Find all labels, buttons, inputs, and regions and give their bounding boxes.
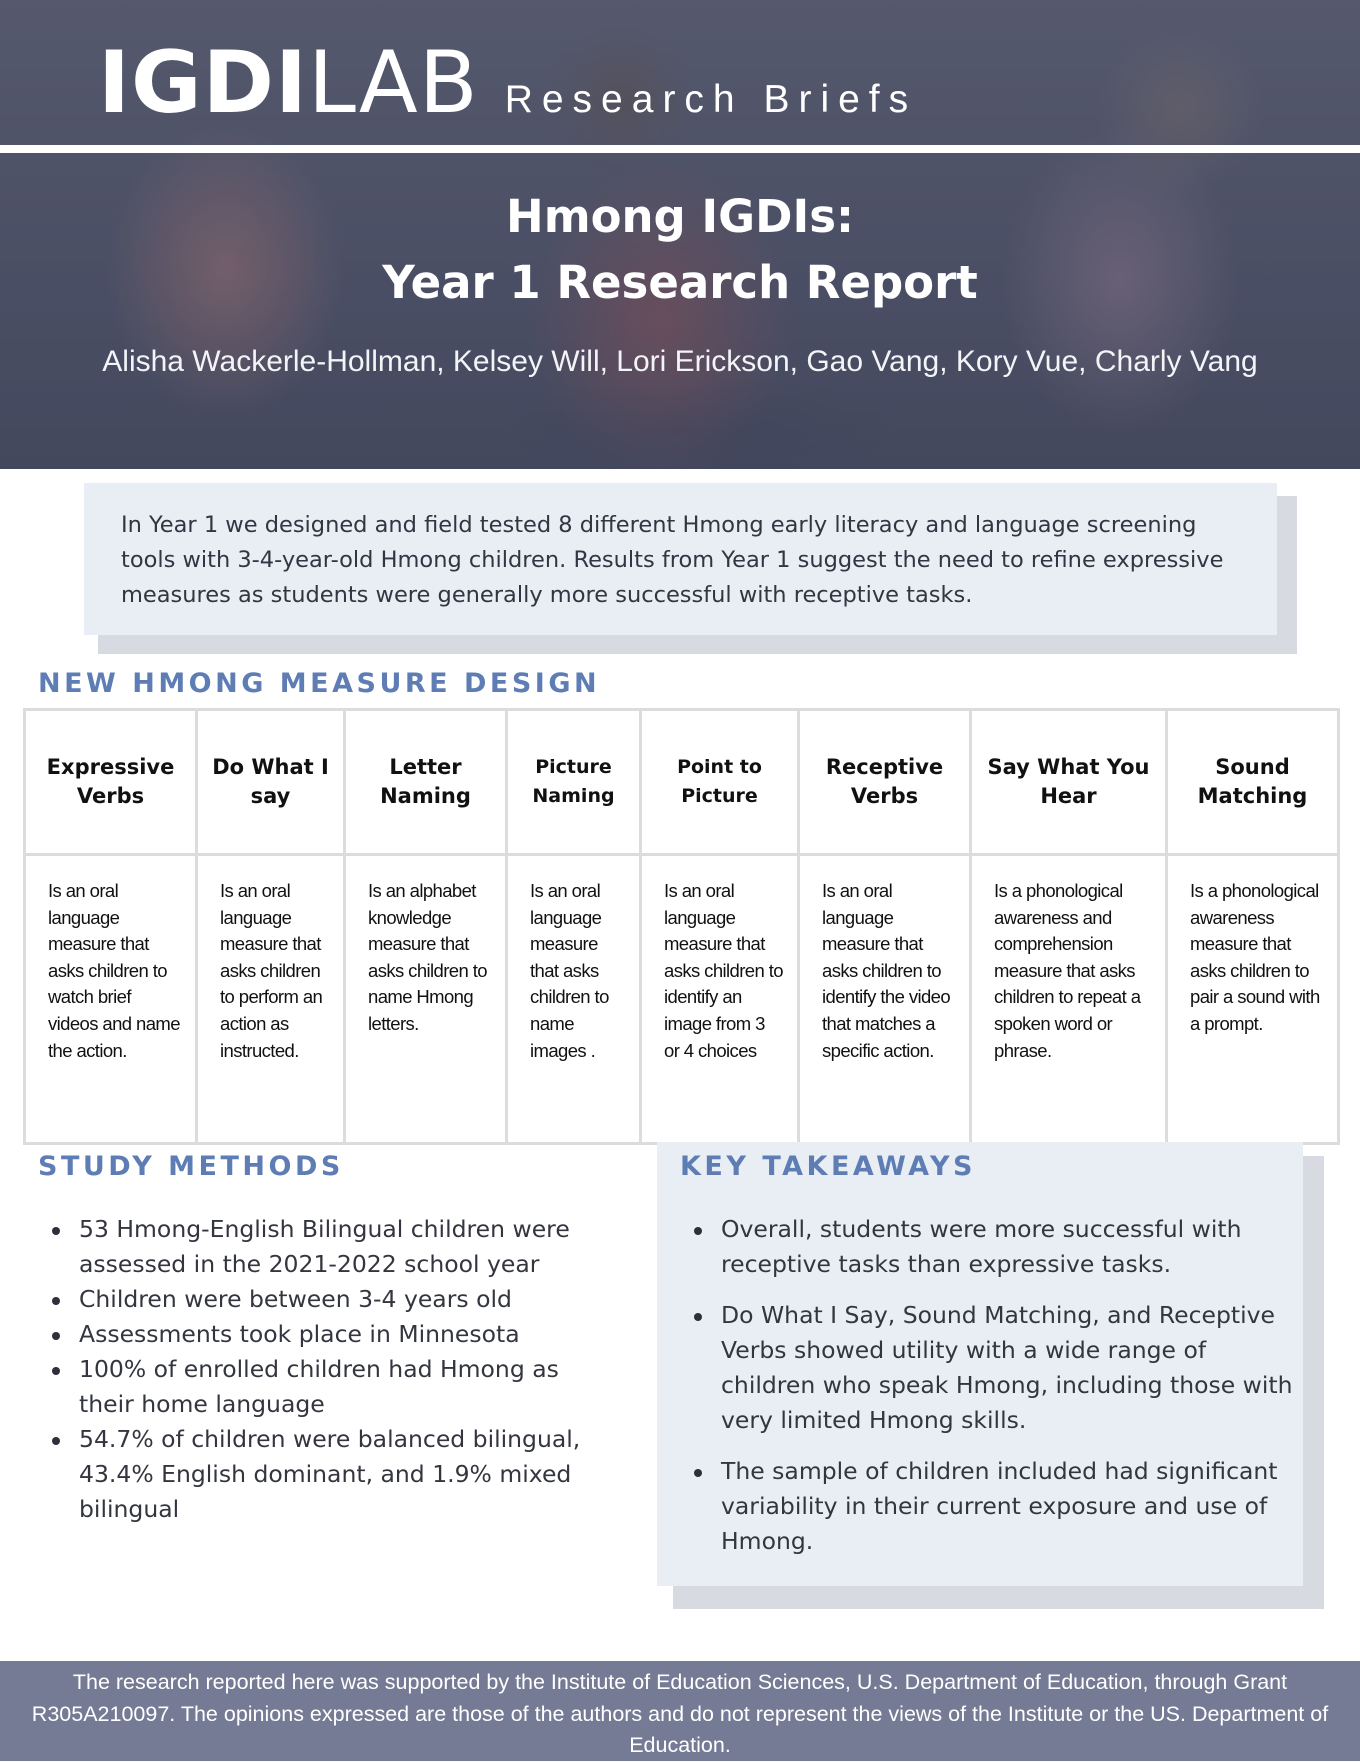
list-item: 100% of enrolled children had Hmong as their home language (52, 1352, 612, 1422)
logo-subtitle: Research Briefs (504, 78, 918, 121)
measures-description-row (25, 855, 1339, 1144)
footer-text: The research reported here was supported by the Institute of Education Sciences, U.S. Department of Education, through Grant R305A210097. The opinions expressed are those of the authors and do not represent the views of the Institute or the US. Department of Education. (31, 1670, 1329, 1757)
measure-description: Is an oral language measure that asks children to perform an action as instructed. (197, 855, 345, 1144)
measure-description: Is an oral language measure that asks children to identify an image from 3 or 4 choices (641, 855, 799, 1144)
measure-description: Is an oral language measure that asks children to identify the video that matches a specific action. (799, 855, 971, 1144)
list-item: Assessments took place in Minnesota (52, 1317, 612, 1352)
measure-description: Is an alphabet knowledge measure that asks children to name Hmong letters. (345, 855, 507, 1144)
measure-description: Is an oral language measure that asks children to name images . (507, 855, 641, 1144)
measure-description: Is a phonological awareness measure that asks children to pair a sound with a prompt. (1167, 855, 1339, 1144)
page-title-line1: Hmong IGDIs: (506, 190, 854, 243)
study-methods-heading: STUDY METHODS (38, 1151, 344, 1182)
measure-name: Point to Picture (641, 710, 799, 855)
logo-igdi: IGDI (98, 33, 308, 133)
list-item: 54.7% of children were balanced bilingual, 43.4% English dominant, and 1.9% mixed bilingual (52, 1422, 612, 1527)
measure-name: Sound Matching (1167, 710, 1339, 855)
study-methods-list (52, 1212, 612, 1527)
measures-header-row (25, 710, 1339, 855)
measure-design-heading: NEW HMONG MEASURE DESIGN (38, 668, 601, 699)
measure-name: Do What I say (197, 710, 345, 855)
list-item: 53 Hmong-English Bilingual children were assessed in the 2021-2022 school year (52, 1212, 612, 1282)
list-item: Overall, students were more successful with receptive tasks than expressive tasks. (694, 1212, 1304, 1282)
measure-description: Is an oral language measure that asks children to watch brief videos and name the action. (25, 855, 197, 1144)
header-divider (0, 145, 1360, 153)
list-item: The sample of children included had significant variability in their current exposure and use of Hmong. (694, 1454, 1304, 1559)
funding-footer (0, 1661, 1360, 1761)
intro-text: In Year 1 we designed and field tested 8 different Hmong early literacy and language screening tools with 3-4-year-old Hmong children. Results from Year 1 suggest the need to refine expressive measures as students were generally more successful with receptive tasks. (121, 512, 1224, 608)
measures-table (23, 708, 1340, 1145)
key-takeaways-heading: KEY TAKEAWAYS (680, 1151, 976, 1182)
list-item: Do What I Say, Sound Matching, and Receptive Verbs showed utility with a wide range of children who speak Hmong, including those with very limited Hmong skills. (694, 1298, 1304, 1438)
list-item: Children were between 3-4 years old (52, 1282, 612, 1317)
measure-name: Letter Naming (345, 710, 507, 855)
measure-name: Receptive Verbs (799, 710, 971, 855)
igdilab-logo (98, 33, 918, 133)
page-title-line2: Year 1 Research Report (382, 256, 978, 309)
logo-lab: LAB (307, 33, 479, 133)
measure-name: Expressive Verbs (25, 710, 197, 855)
measure-name: Say What You Hear (971, 710, 1167, 855)
measure-name: Picture Naming (507, 710, 641, 855)
authors: Alisha Wackerle-Hollman, Kelsey Will, Lori Erickson, Gao Vang, Kory Vue, Charly Vang (102, 345, 1258, 378)
key-takeaways-list (694, 1212, 1304, 1575)
hero-banner (0, 0, 1360, 469)
intro-summary (84, 483, 1277, 635)
measure-description: Is a phonological awareness and comprehension measure that asks children to repeat a spoken word or phrase. (971, 855, 1167, 1144)
